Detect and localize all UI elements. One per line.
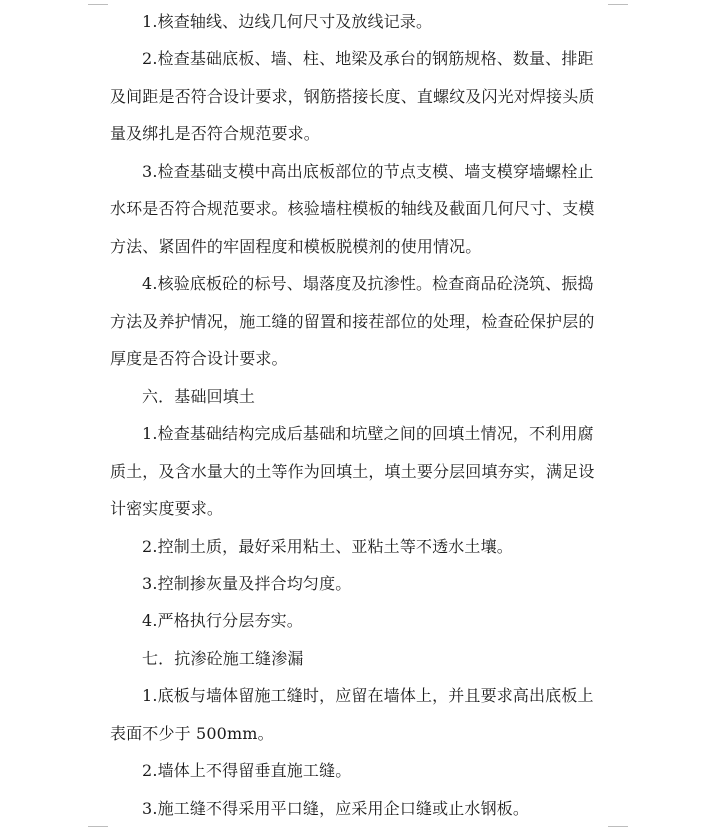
paragraph-line: 方法及养护情况，施工缝的留置和接茬部位的处理，检查砼保护层的 — [110, 312, 595, 331]
paragraph-line: 2.墙体上不得留垂直施工缝。 — [142, 761, 352, 780]
paragraph-line: 4.严格执行分层夯实。 — [142, 611, 303, 630]
paragraph-line: 水环是否符合规范要求。核验墙柱模板的轴线及截面几何尺寸、支模 — [110, 199, 595, 218]
paragraph-line: 方法、紧固件的牢固程度和模板脱模剂的使用情况。 — [110, 237, 482, 256]
crop-mark-top-right — [608, 4, 628, 5]
section-heading: 七．抗渗砼施工缝渗漏 — [142, 649, 304, 668]
paragraph-line: 1.底板与墙体留施工缝时，应留在墙体上，并且要求高出底板上 — [142, 686, 594, 705]
section-heading: 六．基础回填土 — [142, 387, 256, 406]
paragraph-line: 3.施工缝不得采用平口缝，应采用企口缝或止水钢板。 — [142, 799, 530, 818]
paragraph-line: 1.检查基础结构完成后基础和坑壁之间的回填土情况，不利用腐 — [142, 424, 594, 443]
paragraph-line: 2.控制土质，最好采用粘土、亚粘土等不透水土壤。 — [142, 537, 513, 556]
crop-mark-bottom-left — [88, 826, 108, 827]
paragraph-line: 质土，及含水量大的土等作为回填土，填土要分层回填夯实，满足设 — [110, 462, 595, 481]
crop-mark-top-left — [88, 4, 108, 5]
paragraph-line: 3.检查基础支模中高出底板部位的节点支模、墙支模穿墙螺栓止 — [142, 162, 594, 181]
paragraph-line: 及间距是否符合设计要求，钢筋搭接长度、直螺纹及闪光对焊接头质 — [110, 87, 595, 106]
paragraph-line: 4.核验底板砼的标号、塌落度及抗渗性。检查商品砼浇筑、振捣 — [142, 274, 594, 293]
paragraph-line: 计密实度要求。 — [110, 499, 224, 518]
crop-mark-bottom-right — [608, 826, 628, 827]
paragraph-line: 量及绑扎是否符合规范要求。 — [110, 124, 320, 143]
paragraph-line: 3.控制掺灰量及拌合均匀度。 — [142, 574, 352, 593]
paragraph-line: 表面不少于 500mm。 — [110, 724, 274, 743]
paragraph-line: 厚度是否符合设计要求。 — [110, 349, 288, 368]
paragraph-line: 1.核查轴线、边线几何尺寸及放线记录。 — [142, 12, 433, 31]
paragraph-line: 2.检查基础底板、墙、柱、地梁及承台的钢筋规格、数量、排距 — [142, 49, 594, 68]
